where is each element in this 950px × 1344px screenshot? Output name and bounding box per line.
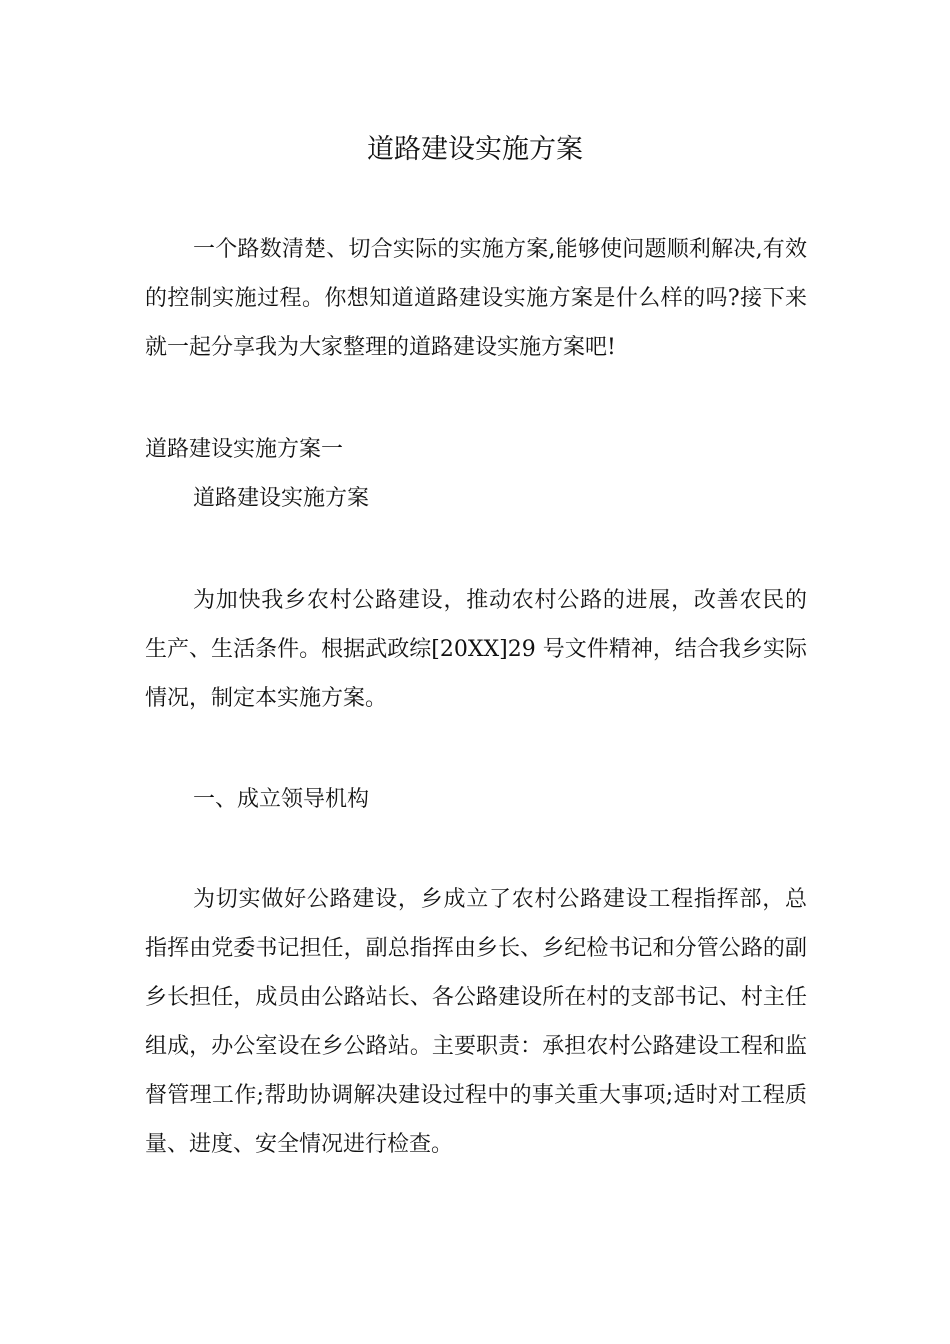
plan-one-heading: 道路建设实施方案一 bbox=[145, 437, 344, 462]
section-one-paragraph: 为切实做好公路建设，乡成立了农村公路建设工程指挥部，总指挥由党委书记担任，副总指挥由乡长、乡纪检书记和分管公路的副乡长担任，成员由公路站长、各公路建设所在村的支部书记、村主任组成，办公室设在乡公路站。主要职责：承担农村公路建设工程和监督管理工作;帮助协调解决建设过程中的事关重大事项;适时对工程质量、进度、安全情况进行检查。 bbox=[145, 887, 807, 1157]
document-title: 道路建设实施方案 bbox=[367, 134, 583, 165]
plan-purpose-paragraph: 为加快我乡农村公路建设，推动农村公路的进展，改善农民的生产、生活条件。根据武政综[20XX]29 号文件精神，结合我乡实际情况，制定本实施方案。 bbox=[145, 588, 807, 711]
section-one-heading: 一、成立领导机构 bbox=[193, 787, 370, 812]
intro-paragraph: 一个路数清楚、切合实际的实施方案,能够使问题顺利解决,有效的控制实施过程。你想知道道路建设实施方案是什么样的吗?接下来就一起分享我为大家整理的道路建设实施方案吧! bbox=[145, 237, 807, 360]
plan-subtitle: 道路建设实施方案 bbox=[193, 486, 370, 511]
